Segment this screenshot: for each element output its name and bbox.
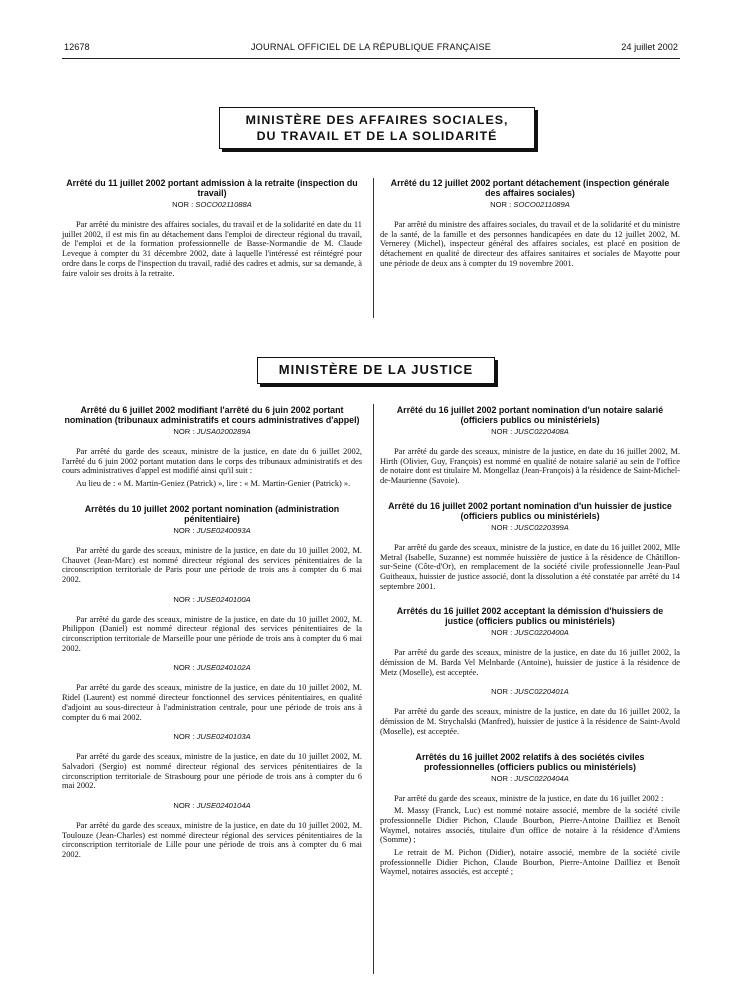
- nor-reference: [62, 801, 362, 810]
- decree-body: Par arrêté du garde des sceaux, ministre de la justice, en date du 10 juillet 2002, M. Ridel (Laurent) est nommé directeur fonctionnel des services pénitentiaires, en qualité d'adjoint au sous-directeur à l'administration centrale, pour une période de trois ans à compter du 6 mai 2002.: [62, 683, 362, 722]
- decree-title: Arrêté du 11 juillet 2002 portant admission à la retraite (inspection du travail): [66, 178, 358, 198]
- nor-reference: [62, 427, 362, 436]
- nor-label: NOR :: [491, 522, 513, 532]
- nor-code: JUSE0240104A: [196, 801, 251, 811]
- nor-reference: [380, 687, 680, 696]
- nor-code: JUSC0220400A: [514, 628, 569, 638]
- ministry-heading-title: MINISTÈRE DE LA JUSTICE: [278, 362, 474, 377]
- decree-resignations: [380, 606, 680, 736]
- nor-code: JUSE0240093A: [196, 525, 251, 535]
- decree-body: Par arrêté du garde des sceaux, ministre de la justice, en date du 16 juillet 2002, la démission de M. Strychalski (Manfred), huissier de justice à la résidence de Saint-Avold (Moselle), est acceptée.: [380, 707, 680, 736]
- decree-title: Arrêté du 16 juillet 2002 portant nomination d'un huissier de justice (officiers publics ou ministériels): [388, 500, 672, 521]
- decree-admin-courts: [62, 405, 362, 489]
- decree-title: Arrêtés du 10 juillet 2002 portant nomination (administration pénitentiaire): [84, 503, 340, 524]
- nor-code: SOCO0211088A: [195, 200, 252, 209]
- nor-label: NOR :: [491, 628, 513, 638]
- decree-body: Par arrêté du garde des sceaux, ministre de la justice, en date du 10 juillet 2002, M. Chauvet (Jean-Marc) est nommé directeur régional des services pénitentiaires de la circonscription territoriale de Paris pour une période de trois ans à compter du 6 mai 2002.: [62, 545, 362, 584]
- decree-title: Arrêté du 12 juillet 2002 portant détachement (inspection générale des affaires sociales): [390, 178, 670, 198]
- page-number: 12678: [64, 42, 90, 52]
- decree-body: Par arrêté du garde des sceaux, ministre de la justice, en date du 16 juillet 2002, Mlle Metral (Isabelle, Suzanne) est nommée huissière de justice à la résidence de Châtillon-sur-Seine (Côte-d'Or), en remplacement de la société civile professionnelle Jean-Paul Guitheaux, huissier de justice associé, dont la dissolution a été constatée par arrêté du 14 septembre 2001.: [380, 542, 680, 591]
- nor-reference: [380, 427, 680, 436]
- header-rule: [62, 58, 680, 59]
- nor-reference: [62, 663, 362, 672]
- decree-title: Arrêté du 16 juillet 2002 portant nomination d'un notaire salarié (officiers publics ou ministériels): [396, 405, 664, 425]
- decree-title: Arrêtés du 16 juillet 2002 relatifs à des sociétés civiles professionnelles (officiers publics ou ministériels): [415, 751, 645, 772]
- publication-date: 24 juillet 2002: [621, 42, 678, 52]
- decree-correction: Au lieu de : « M. Martin-Geniez (Patrick) », lire : « M. Martin-Genier (Patrick) ».: [76, 479, 351, 489]
- nor-code: JUSC0220404A: [514, 773, 569, 783]
- nor-label: NOR :: [172, 200, 194, 209]
- nor-code: JUSA0200289A: [196, 427, 251, 436]
- nor-code: SOCO0211089A: [513, 200, 570, 209]
- nor-label: NOR :: [173, 525, 195, 535]
- nor-label: NOR :: [491, 687, 513, 697]
- nor-label: NOR :: [173, 427, 195, 436]
- nor-reference: [380, 523, 680, 532]
- nor-reference: [62, 595, 362, 604]
- column-divider: [373, 404, 374, 974]
- nor-reference: [380, 774, 680, 783]
- nor-code: JUSC0220399A: [514, 522, 569, 532]
- nor-reference: [380, 628, 680, 637]
- ministry-heading-line-2: DU TRAVAIL ET DE LA SOLIDARITÉ: [256, 129, 498, 143]
- social-right-column: [380, 178, 680, 284]
- nor-label: NOR :: [491, 427, 513, 436]
- decree-body: Par arrêté du garde des sceaux, ministre de la justice, en date du 10 juillet 2002, M. Philippon (Daniel) est nommé directeur régional des services pénitentiaires de la circonscription territoriale de Marseille pour une période de trois ans à compter du 6 mai 2002.: [62, 614, 362, 653]
- justice-left-column: [62, 405, 362, 875]
- decree-body: Par arrêté du garde des sceaux, ministre de la justice, en date du 16 juillet 2002, la démission de M. Barda Vel Melnbarde (Antoine), huissier de justice à la résidence de Metz (Moselle), est acceptée.: [380, 648, 680, 677]
- nor-label: NOR :: [173, 732, 195, 742]
- nor-label: NOR :: [490, 200, 512, 209]
- journal-title: JOURNAL OFFICIEL DE LA RÉPUBLIQUE FRANÇAISE: [250, 42, 492, 52]
- decree-body: Par arrêté du ministre des affaires sociales, du travail et de la solidarité en date du 11 juillet 2002, il est mis fin au détachement dans l'emploi de directeur régional du travail, de l'emploi et de la formation professionnelle de Basse-Normandie de M. Claude Leveque à compter du 31 décembre 2002, date à laquelle l'intéressé est réintégré pour ordre dans le corps de l'inspection du travail, radié des cadres et admis, sur sa demande, à faire valoir ses droits à la retraite.: [62, 220, 362, 278]
- decree-title: Arrêtés du 16 juillet 2002 acceptant la démission d'huissiers de justice (officiers publics ou ministériels): [396, 606, 664, 627]
- decree-body: Par arrêté du garde des sceaux, ministre de la justice, en date du 10 juillet 2002, M. Salvadori (Sergio) est nommé directeur régional des services pénitentiaires de la circonscription territoriale de Strasbourg pour une période de trois ans à compter du 6 mai 2002.: [62, 752, 362, 791]
- nor-reference: [62, 732, 362, 741]
- decree-penitentiary: [62, 504, 362, 860]
- decree-body: Par arrêté du garde des sceaux, ministre de la justice, en date du 10 juillet 2002, M. Toulouze (Jean-Charles) est nommé directeur régional des services pénitentiaires de la circonscription territoriale de Lille pour une période de trois ans à compter du 6 mai 2002.: [62, 821, 362, 860]
- nor-code: JUSC0220408A: [514, 427, 569, 436]
- nor-label: NOR :: [491, 773, 513, 783]
- nor-reference: [380, 200, 680, 209]
- decree-body: Par arrêté du garde des sceaux, ministre de la justice, en date du 16 juillet 2002 :: [394, 793, 664, 803]
- nor-label: NOR :: [173, 594, 195, 604]
- decree-body: M. Massy (Franck, Luc) est nommé notaire associé, membre de la société civile professionnelle Didier Pichon, Claude Bourbon, Pierre-Antoine Dailliez et Benoît Waymel, notaires associés, titulaire d'un office de notaire à la résidence d'Amiens (Somme) ;: [380, 806, 680, 845]
- decree-body: Par arrêté du garde des sceaux, ministre de la justice, en date du 16 juillet 2002, M. Hirth (Olivier, Guy, François) est nommé en qualité de notaire salarié au sein de l'office de notaire dont est titulaire M. Mongellaz (Jean-François) à la résidence de Saint-Michel-de-Maurienne (Savoie).: [380, 447, 680, 486]
- decree-secondment: [380, 178, 680, 269]
- decree-body: Le retrait de M. Pichon (Didier), notaire associé, membre de la société civile professionnelle Didier Pichon, Claude Bourbon, Pierre-Antoine Dailliez et Benoît Waymel, notaires associés, est accepté ;: [380, 848, 680, 877]
- justice-right-column: [380, 405, 680, 892]
- nor-code: JUSC0220401A: [514, 687, 569, 697]
- ministry-heading-justice: [257, 357, 495, 384]
- ministry-heading-line-1: MINISTÈRE DES AFFAIRES SOCIALES,: [245, 113, 509, 127]
- nor-code: JUSE0240103A: [196, 732, 251, 742]
- decree-notary: [380, 405, 680, 486]
- decree-retirement: [62, 178, 362, 278]
- nor-reference: [62, 200, 362, 209]
- nor-label: NOR :: [173, 663, 195, 673]
- social-left-column: [62, 178, 362, 293]
- nor-code: JUSE0240102A: [196, 663, 251, 673]
- ministry-heading-social-affairs: [219, 107, 535, 149]
- nor-label: NOR :: [173, 801, 195, 811]
- decree-body: Par arrêté du garde des sceaux, ministre de la justice, en date du 6 juillet 2002, l'arrêté du 6 juin 2002 portant mutation dans le corps des tribunaux administratifs et des cours administratives d'appel est modifié ainsi qu'il suit :: [62, 447, 362, 476]
- decree-professional-companies: [380, 752, 680, 878]
- decree-title: Arrêté du 6 juillet 2002 modifiant l'arrêté du 6 juin 2002 portant nomination (tribunaux administratifs et cours administratives d'appel): [64, 405, 360, 425]
- decree-bailiff: [380, 501, 680, 592]
- decree-body: Par arrêté du ministre des affaires sociales, du travail et de la solidarité et du ministre de la santé, de la famille et des personnes handicapées en date du 12 juillet 2002, M. Vernerey (Michel), inspecteur général des affaires sociales, est placé en position de détachement en qualité de directeur des affaires sanitaires et sociales de Mayotte pour une période de deux ans à compter du 19 novembre 2001.: [380, 220, 680, 268]
- page-header: [64, 42, 678, 56]
- nor-reference: [62, 526, 362, 535]
- nor-code: JUSE0240100A: [196, 594, 251, 604]
- column-divider: [373, 178, 374, 318]
